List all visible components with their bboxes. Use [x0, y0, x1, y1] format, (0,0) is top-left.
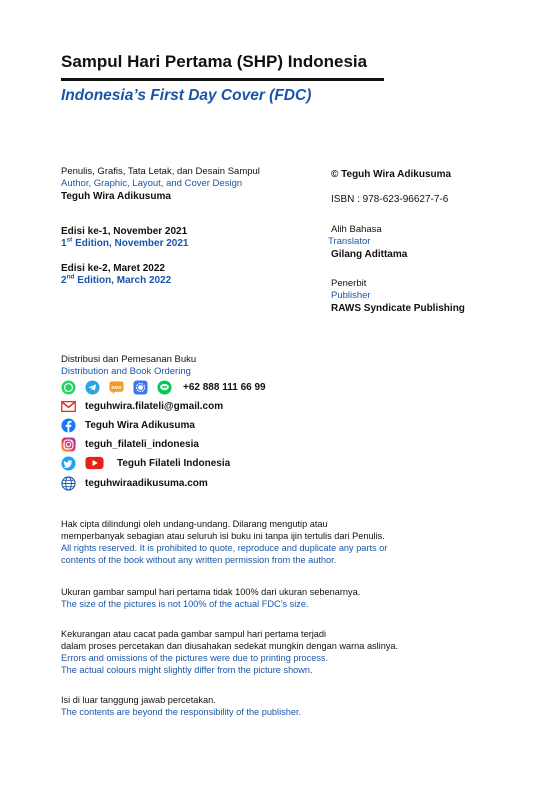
line-icon [157, 380, 172, 395]
email-address[interactable]: teguhwira.filateli@gmail.com [85, 401, 224, 412]
twitter-icon [61, 456, 76, 471]
contact-row-website [61, 475, 208, 492]
distribution-label-id: Distribusi dan Pemesanan Buku [61, 354, 197, 365]
isbn: ISBN : 978-623-96627-7-6 [331, 194, 449, 205]
responsibility-notice-en: The contents are beyond the responsibility of the publisher. [61, 707, 302, 717]
rights-notice-en-1: All rights reserved. It is prohibited to quote, reproduce and duplicate any parts or [61, 543, 388, 553]
contact-row-phone [61, 379, 266, 396]
distribution-label-en: Distribution and Book Ordering [61, 366, 191, 377]
publisher-label-id: Penerbit [331, 278, 367, 289]
channel-name[interactable]: Teguh Filateli Indonesia [117, 458, 231, 469]
size-notice-id: Ukuran gambar sampul hari pertama tidak 100% dari ukuran sebenarnya. [61, 587, 361, 597]
telegram-icon [85, 380, 100, 395]
sms-icon [109, 380, 124, 395]
defect-notice-en-2: The actual colours might slightly differ from the picture shown. [61, 665, 313, 675]
gmail-icon [61, 399, 76, 414]
responsibility-notice-id: Isi di luar tanggung jawab percetakan. [61, 695, 216, 705]
contact-row-facebook [61, 417, 195, 434]
translator-label-id: Alih Bahasa [331, 224, 382, 235]
edition-1-en: 1st Edition, November 2021 [61, 236, 189, 249]
title-divider [61, 78, 384, 81]
rights-notice-id-2: memperbanyak sebagian atau seluruh isi buku ini tanpa ijin tertulis dari Penulis. [61, 531, 385, 541]
edition-2-id: Edisi ke-2, Maret 2022 [61, 263, 165, 274]
book-title: Sampul Hari Pertama (SHP) Indonesia [61, 52, 368, 71]
defect-notice-id-2: dalam proses percetakan dan diusahakan sedekat mungkin dengan warna aslinya. [61, 641, 399, 651]
globe-icon [61, 476, 76, 491]
contact-row-social [61, 455, 230, 472]
defect-notice-id-1: Kekurangan atau cacat pada gambar sampul hari pertama terjadi [61, 629, 327, 639]
youtube-icon [85, 456, 104, 471]
author-label-en: Author, Graphic, Layout, and Cover Design [61, 178, 243, 189]
edition-2-en: 2nd Edition, March 2022 [61, 273, 172, 286]
copyright-notice: © Teguh Wira Adikusuma [331, 169, 452, 180]
website-url[interactable]: teguhwiraadikusuma.com [85, 478, 208, 489]
author-name: Teguh Wira Adikusuma [61, 191, 171, 202]
rights-notice-en-2: contents of the book without any written permission from the author. [61, 555, 337, 565]
facebook-icon [61, 418, 76, 433]
instagram-handle[interactable]: teguh_filateli_indonesia [85, 439, 199, 450]
author-label-id: Penulis, Grafis, Tata Letak, dan Desain Sampul [61, 166, 260, 177]
translator-label-en: Translator [328, 236, 371, 247]
defect-notice-en-1: Errors and omissions of the pictures were due to printing process. [61, 653, 329, 663]
publisher-name: RAWS Syndicate Publishing [331, 303, 465, 314]
publisher-label-en: Publisher [331, 290, 371, 301]
edition-1-id: Edisi ke-1, November 2021 [61, 226, 188, 237]
instagram-icon [61, 437, 76, 452]
signal-icon [133, 380, 148, 395]
book-subtitle: Indonesia’s First Day Cover (FDC) [61, 87, 312, 104]
contact-row-email [61, 398, 223, 415]
contact-row-instagram [61, 436, 199, 453]
translator-name: Gilang Adittama [331, 249, 408, 260]
size-notice-en: The size of the pictures is not 100% of the actual FDC’s size. [61, 599, 309, 609]
phone-number[interactable]: +62 888 111 66 99 [183, 382, 266, 393]
rights-notice-id-1: Hak cipta dilindungi oleh undang-undang. Dilarang mengutip atau [61, 519, 328, 529]
svg-text:SMS: SMS [111, 386, 122, 391]
whatsapp-icon [61, 380, 76, 395]
facebook-name[interactable]: Teguh Wira Adikusuma [85, 420, 195, 431]
